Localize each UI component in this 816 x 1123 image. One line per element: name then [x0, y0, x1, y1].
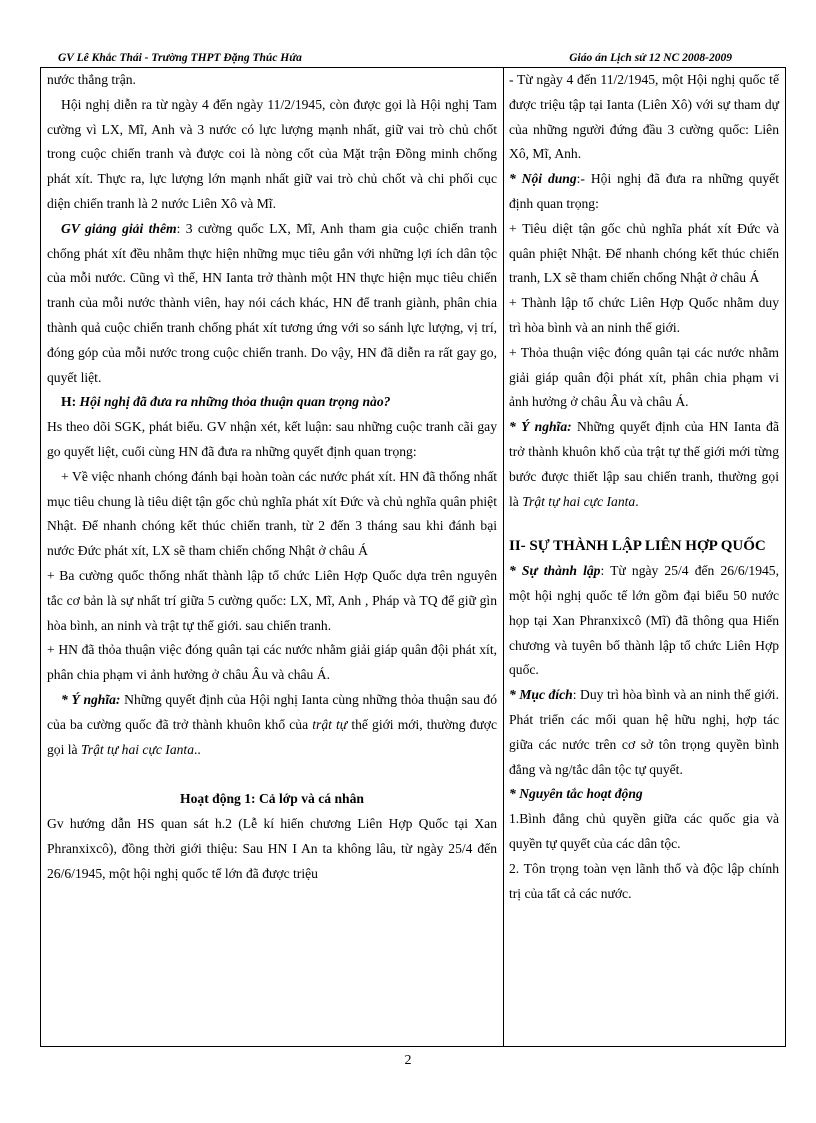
- paragraph: nước thắng trận.: [47, 72, 136, 87]
- paragraph: * Ý nghĩa: Những quyết định của Hội nghị Ianta cùng những thỏa thuận sau đó của ba cường quốc đã trở thành khuôn khổ của trật tự thế giới mới, thường được gọi là Trật tự hai cực Ianta..: [47, 691, 498, 757]
- header-author: GV Lê Khắc Thái - Trường THPT Đặng Thúc Hứa: [58, 52, 302, 64]
- page-header: [40, 52, 786, 68]
- lesson-table: [40, 67, 786, 1047]
- column-divider: [503, 68, 504, 1046]
- paragraph: 1.Bình đẳng chủ quyền giữa các quốc gia và quyền tự quyết của các dân tộc.: [509, 811, 779, 851]
- paragraph: Hs theo dõi SGK, phát biểu. GV nhận xét, kết luận: sau những cuộc tranh cãi gay go quyết liệt, cuối cùng HN đã đưa ra những quyết định quan trọng:: [47, 419, 497, 459]
- paragraph: 2. Tôn trọng toàn vẹn lãnh thổ và độc lập chính trị của tất cả các nước.: [509, 860, 779, 901]
- paragraph: + HN đã thỏa thuận việc đóng quân tại các nước nhằm giải giáp quân đội phát xít, phân chia phạm vi ảnh hưởng ở châu Âu và châu Á.: [47, 642, 497, 683]
- subheading: * Nguyên tắc hoạt động: [509, 786, 643, 802]
- spacer: [509, 514, 779, 534]
- paragraph: * Mục đích: Duy trì hòa bình và an ninh thế giới. Phát triển các mối quan hệ hữu nghị, hợp tác giữa các nước trên cơ sở tôn trọng quyền bình đẳng và ng/tắc dân tộc tự quyết.: [509, 687, 779, 777]
- header-course: Giáo án Lịch sử 12 NC 2008-2009: [569, 52, 732, 64]
- lead-label: GV giảng giải thêm: [61, 220, 177, 236]
- paragraph: Gv hướng dẫn HS quan sát h.2 (Lễ kí hiến chương Liên Hợp Quốc tại Xan Phranxixcô), đồng thời giới thiệu: Sau HN I An ta không lâu, từ ngày 25/4 đến 26/6/1945, một hội nghị quốc tế lớn đã được triệu: [47, 815, 497, 881]
- question: H: Hội nghị đã đưa ra những thỏa thuận quan trọng nào?: [61, 394, 391, 410]
- paragraph: GV giảng giải thêm: 3 cường quốc LX, Mĩ, Anh tham gia cuộc chiến tranh chống phát xít đều nhằm thực hiện những mục tiêu gắn với những lợi ích dân tộc của mỗi nước. Cũng vì thế, HN Ianta trở thành một HN thực hiện mục tiêu chiến tranh của mỗi nước thành viên, hay nói cách khác, HN để tranh giành, phân chia thành quả cuộc chiến tranh chống phát xít tương ứng với so sánh lực lượng, vị trí, đóng góp của mỗi nước trong cuộc chiến tranh. Do vậy, HN đã diễn ra rất gay go, quyết liệt.: [47, 220, 498, 385]
- paragraph: + Thỏa thuận việc đóng quân tại các nước nhằm giải giáp quân đội phát xít, phân chia phạm vi ảnh hưởng ở châu Âu và châu Á.: [509, 344, 779, 410]
- paragraph: + Tiêu diệt tận gốc chủ nghĩa phát xít Đức và quân phiệt Nhật. Để nhanh chóng kết thúc chiến tranh, LX sẽ tham chiến chống Nhật ở châu Á: [509, 220, 779, 286]
- paragraph: - Từ ngày 4 đến 11/2/1945, một Hội nghị quốc tế được triệu tập tại Ianta (Liên Xô) với sự tham dự của những người đứng đầu 3 cường quốc: Liên Xô, Mĩ, Anh.: [509, 72, 779, 162]
- page-number: 2: [404, 1053, 412, 1068]
- teacher-student-activities-column: [47, 68, 497, 886]
- key-knowledge-column: [509, 68, 779, 906]
- paragraph: * Ý nghĩa: Những quyết định của HN Ianta đã trở thành khuôn khổ của trật tự thế giới mới từng bước được thiết lập sau chiến tranh, thường gọi là Trật tự hai cực Ianta.: [509, 419, 780, 509]
- paragraph: + Ba cường quốc thống nhất thành lập tổ chức Liên Hợp Quốc dựa trên nguyên tắc cơ bản là sự nhất trí giữa 5 cường quốc: LX, Mĩ, Anh , Pháp và TQ để giữ gìn hòa bình, an ninh và trật tự thế giới. sau chiến tranh.: [47, 567, 497, 633]
- paragraph: * Sự thành lập: Từ ngày 25/4 đến 26/6/1945, một hội nghị quốc tế lớn gồm đại biểu 50 nước họp tại Xan Phranxixcô (Mĩ) đã thông qua Hiến chương và tuyên bố thành lập tổ chức Liên Hợp quốc.: [509, 563, 779, 678]
- activity-heading: Hoạt động 1: Cả lớp và cá nhân: [180, 791, 364, 807]
- paragraph: + Thành lập tổ chức Liên Hợp Quốc nhằm duy trì hòa bình và an ninh thế giới.: [509, 295, 779, 335]
- paragraph: Hội nghị diễn ra từ ngày 4 đến ngày 11/2/1945, còn được gọi là Hội nghị Tam cường vì LX, Mĩ, Anh và 3 nước có lực lượng mạnh nhất, giữ vai trò chủ chốt trong cuộc chiến tranh và được coi là nòng cốt của Mặt trận Đồng minh chống phát xít. Thực ra, lực lượng lớn mạnh nhất giữ vai trò chủ chốt và chi phối cục diện chiến tranh là 2 nước Liên Xô và Mĩ.: [47, 96, 497, 211]
- paragraph: + Về việc nhanh chóng đánh bại hoàn toàn các nước phát xít. HN đã thống nhất mục tiêu chung là tiêu diệt tận gốc chủ nghĩa phát xít Đức và chủ nghĩa quân phiệt Nhật. Để nhanh chóng kết thúc chiến tranh, từ 2 đến 3 tháng sau khi đánh bại nước Đức phát xít, LX sẽ tham chiến chống Nhật ở châu Á: [47, 468, 497, 559]
- spacer: [47, 762, 497, 787]
- section-heading: II- SỰ THÀNH LẬP LIÊN HỢP QUỐC: [509, 538, 766, 555]
- paragraph: * Nội dung:- Hội nghị đã đưa ra những quyết định quan trọng:: [509, 171, 779, 211]
